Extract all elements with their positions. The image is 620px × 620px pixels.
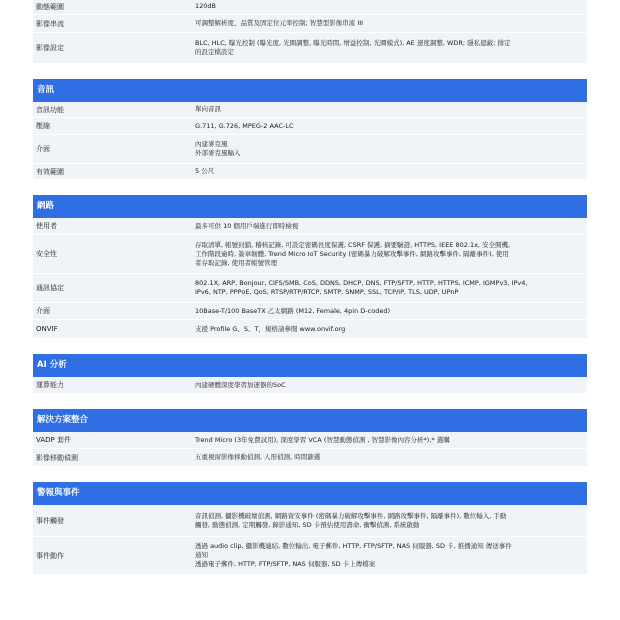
spec-value bbox=[195, 16, 587, 31]
spec-label: 運算能力 bbox=[36, 381, 64, 389]
spec-value-line: 觸發, 動態偵測, 定期觸發, 錄影通知, SD 卡預估使用壽命, 衝擊偵測, 系統啟動 bbox=[195, 520, 420, 529]
spec-value-line: 內建硬體深度學習加速器的SoC bbox=[195, 380, 286, 389]
spec-row bbox=[33, 432, 587, 449]
spec-value bbox=[195, 36, 587, 60]
spec-value-line: 可調整解析度、品質及固定位元率控制; 智慧型影像串流 III bbox=[195, 19, 364, 27]
section-header: 解決方案整合 bbox=[33, 409, 587, 432]
spec-value-line: BLC, HLC, 曝光控制 (曝光度, 光圈調整, 曝光時間, 增益控制, 光圈模式), AE 速度調整, WDR; 隱私遮蔽; 排定 bbox=[195, 39, 511, 47]
spec-value bbox=[195, 0, 587, 14]
section-gap bbox=[33, 64, 587, 79]
spec-value bbox=[195, 137, 587, 161]
spec-label: 介面 bbox=[36, 145, 50, 153]
spec-value bbox=[195, 238, 587, 271]
section-header: 警報與事件 bbox=[33, 482, 587, 505]
spec-value-line: 內建麥克風 bbox=[195, 140, 228, 148]
spec-value-line: 通知 bbox=[195, 551, 208, 559]
spec-value-line: 單向音訊 bbox=[195, 105, 221, 113]
spec-row bbox=[33, 218, 587, 235]
spec-value-line: IPv6, NTP, PPPoE, QoS, RTSP/RTP/RTCP, SMTP, SNMP, SSL, TCP/IP, TLS, UDP, UPnP bbox=[195, 288, 459, 296]
section-gap bbox=[33, 339, 587, 354]
spec-label: 影像移動偵測 bbox=[36, 453, 78, 462]
spec-value bbox=[195, 433, 587, 448]
spec-row bbox=[33, 118, 587, 135]
spec-value bbox=[195, 450, 587, 465]
spec-label: 有效範圍 bbox=[36, 167, 64, 176]
spec-label: 壓縮 bbox=[36, 122, 50, 130]
spec-value-line: 的設定檔設定 bbox=[195, 48, 234, 56]
spec-sheet bbox=[33, 0, 587, 575]
spec-value-line: 最多可供 10 個用戶端進行即時檢視 bbox=[195, 221, 299, 230]
spec-value-line: 音訊偵測, 攝影機破壞偵測, 網路資安事件 (密碼暴力破解攻擊事件, 網路攻擊事件, 隔離事件), 數位輸入, 手動 bbox=[195, 511, 507, 520]
spec-row bbox=[33, 235, 587, 274]
spec-label: 通訊協定 bbox=[36, 284, 64, 292]
spec-row bbox=[33, 15, 587, 33]
spec-label: 音訊功能 bbox=[36, 105, 64, 114]
spec-row bbox=[33, 102, 587, 118]
section-gap bbox=[33, 394, 587, 409]
spec-label: 介面 bbox=[36, 307, 50, 315]
spec-row bbox=[33, 320, 587, 339]
spec-value-line: 透過電子郵件, HTTP, FTP/SFTP, NAS 伺服器, SD 卡上傳檔案 bbox=[195, 560, 376, 568]
spec-value bbox=[195, 378, 587, 393]
spec-value bbox=[195, 119, 587, 134]
spec-value bbox=[195, 102, 587, 117]
spec-value-line: 802.1X, ARP, Bonjour, CIFS/SMB, CoS, DDNS, DHCP, DNS, FTP/SFTP, HTTP, HTTPS, ICMP, IGMPv3, IPv4, bbox=[195, 279, 528, 287]
spec-value-line: 存取清單, 帳號封鎖, 稽核記錄, 可設定密碼長度保護, CSRF 保護, 摘要驗證, HTTPS, IEEE 802.1x, 安全開機, bbox=[195, 240, 511, 249]
spec-value-line: G.711, G.726, MPEG-2 AAC-LC bbox=[195, 121, 294, 130]
spec-row bbox=[33, 377, 587, 394]
spec-row bbox=[33, 505, 587, 537]
spec-value bbox=[195, 509, 587, 533]
section-header: 音訊 bbox=[33, 79, 587, 102]
spec-value-line: 透過 audio clip, 攝影機連結, 數位輸出, 電子郵件, HTTP, FTP/SFTP, NAS 伺服器, SD 卡, 推播通知 傳送事件 bbox=[195, 542, 512, 550]
section-gap bbox=[33, 180, 587, 195]
spec-value-line: 者存取記錄, 使用者帳號管理 bbox=[195, 258, 278, 267]
spec-label: ONVIF bbox=[36, 325, 58, 333]
section-gap bbox=[33, 467, 587, 482]
spec-label: 事件觸發 bbox=[36, 516, 64, 525]
spec-value bbox=[195, 322, 587, 337]
spec-label: 事件動作 bbox=[36, 551, 64, 560]
spec-value-line: 外部麥克風輸入 bbox=[195, 149, 241, 157]
spec-value-line: 10Base-T/100 BaseTX 乙太網路 (M12, Female, 4pin D-coded) bbox=[195, 306, 390, 315]
section-header: 網路 bbox=[33, 195, 587, 218]
spec-value bbox=[195, 219, 587, 234]
spec-value bbox=[195, 276, 587, 300]
spec-label: 動態範圍 bbox=[36, 2, 64, 11]
spec-value-line: 五重視窗影像移動偵測, 人形偵測, 時間篩選 bbox=[195, 453, 321, 461]
spec-row bbox=[33, 164, 587, 180]
spec-row bbox=[33, 0, 587, 15]
spec-label: 使用者 bbox=[36, 222, 57, 230]
spec-label: 影像串流 bbox=[36, 19, 64, 28]
spec-row bbox=[33, 537, 587, 575]
spec-row bbox=[33, 274, 587, 303]
spec-value-line: 支援 Profile G、S、T，規格請參閱 www.onvif.org bbox=[195, 324, 346, 333]
spec-value bbox=[195, 164, 587, 179]
spec-value-line: 120dB bbox=[195, 2, 216, 10]
spec-value-line: 5 公尺 bbox=[195, 167, 215, 175]
spec-value-line: 工作階段逾時, 簽章韌體, Trend Micro IoT Security (密碼暴力破解攻擊事件, 網路攻擊事件, 隔離事件), 使用 bbox=[195, 249, 509, 258]
spec-row bbox=[33, 33, 587, 64]
spec-row bbox=[33, 135, 587, 164]
spec-value bbox=[195, 304, 587, 319]
spec-label: 安全性 bbox=[36, 250, 57, 258]
spec-row bbox=[33, 449, 587, 467]
spec-label: VADP 套件 bbox=[36, 436, 71, 444]
spec-value-line: Trend Micro (3年免費試用), 深度學習 VCA (智慧動態偵測 , 智慧影像內容分析*),* 選購 bbox=[195, 435, 450, 444]
section-header: AI 分析 bbox=[33, 354, 587, 377]
spec-value bbox=[195, 539, 587, 572]
spec-label: 影像設定 bbox=[36, 44, 64, 52]
spec-row bbox=[33, 303, 587, 320]
